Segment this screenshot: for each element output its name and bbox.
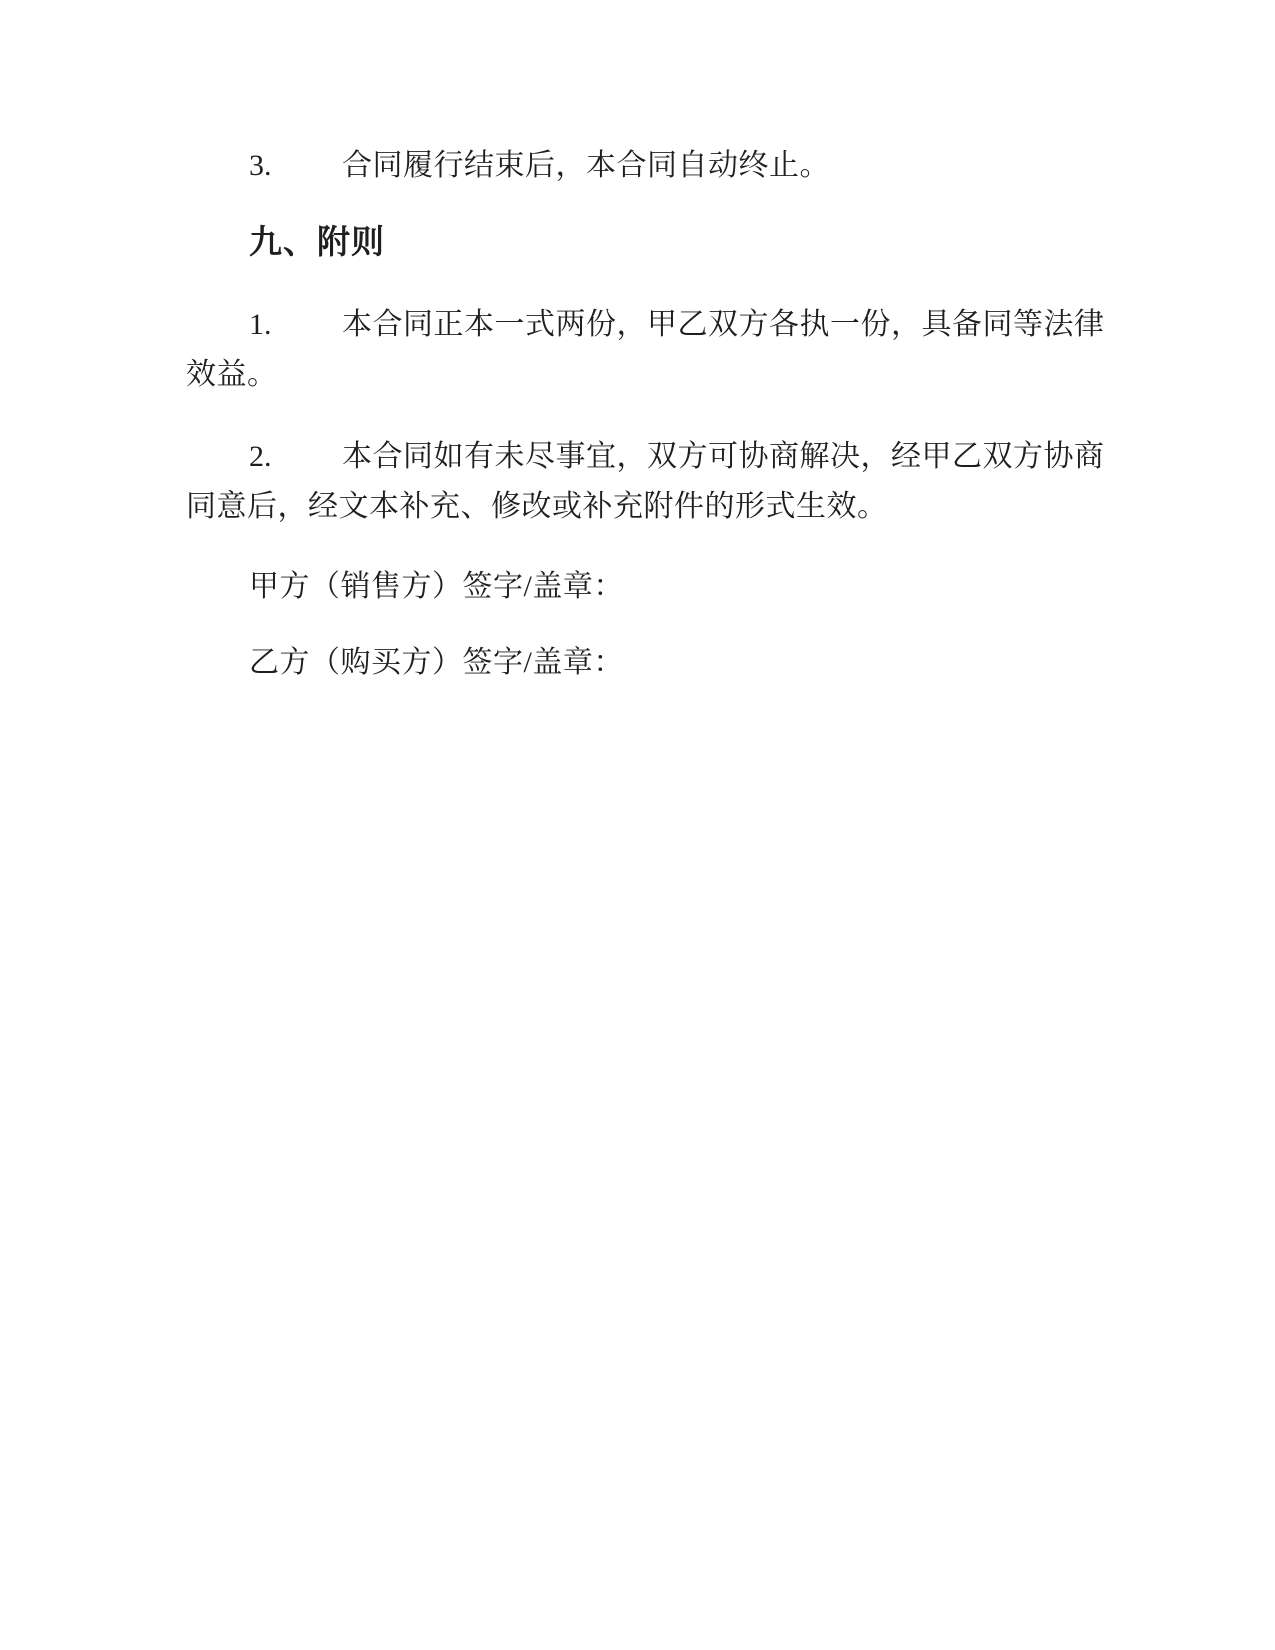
clause-1-text-line-2: 效益。 (186, 358, 278, 391)
clause-2-text-line-2: 同意后，经文本补充、修改或补充附件的形式生效。 (186, 490, 888, 523)
clause-2-number: 2. (249, 440, 272, 473)
signature-party-b-text: 乙方（购买方）签字/盖章： (249, 646, 624, 679)
clause-1-line-1 (186, 300, 1105, 350)
signature-line-party-b (249, 638, 1129, 688)
clause-3-text: 合同履行结束后，本合同自动终止。 (342, 149, 830, 182)
clause-3-line (186, 141, 1066, 191)
clause-2-text-line-1: 本合同如有未尽事宜，双方可协商解决，经甲乙双方协商 (342, 440, 1105, 473)
clause-1-duplicate-copies (186, 300, 1105, 400)
section-heading-text: 九、附则 (249, 225, 385, 261)
clause-2-line-1 (186, 432, 1105, 482)
section-heading-supplementary-provisions (249, 218, 1129, 268)
signature-party-a-text: 甲方（销售方）签字/盖章： (249, 570, 624, 603)
clause-1-text-line-1: 本合同正本一式两份，甲乙双方各执一份，具备同等法律 (342, 308, 1105, 341)
clause-2-unresolved-matters (186, 432, 1105, 532)
clause-3-termination (186, 141, 1066, 191)
clause-3-number: 3. (249, 149, 272, 182)
signature-line-party-a (249, 562, 1129, 612)
clause-1-number: 1. (249, 308, 272, 341)
